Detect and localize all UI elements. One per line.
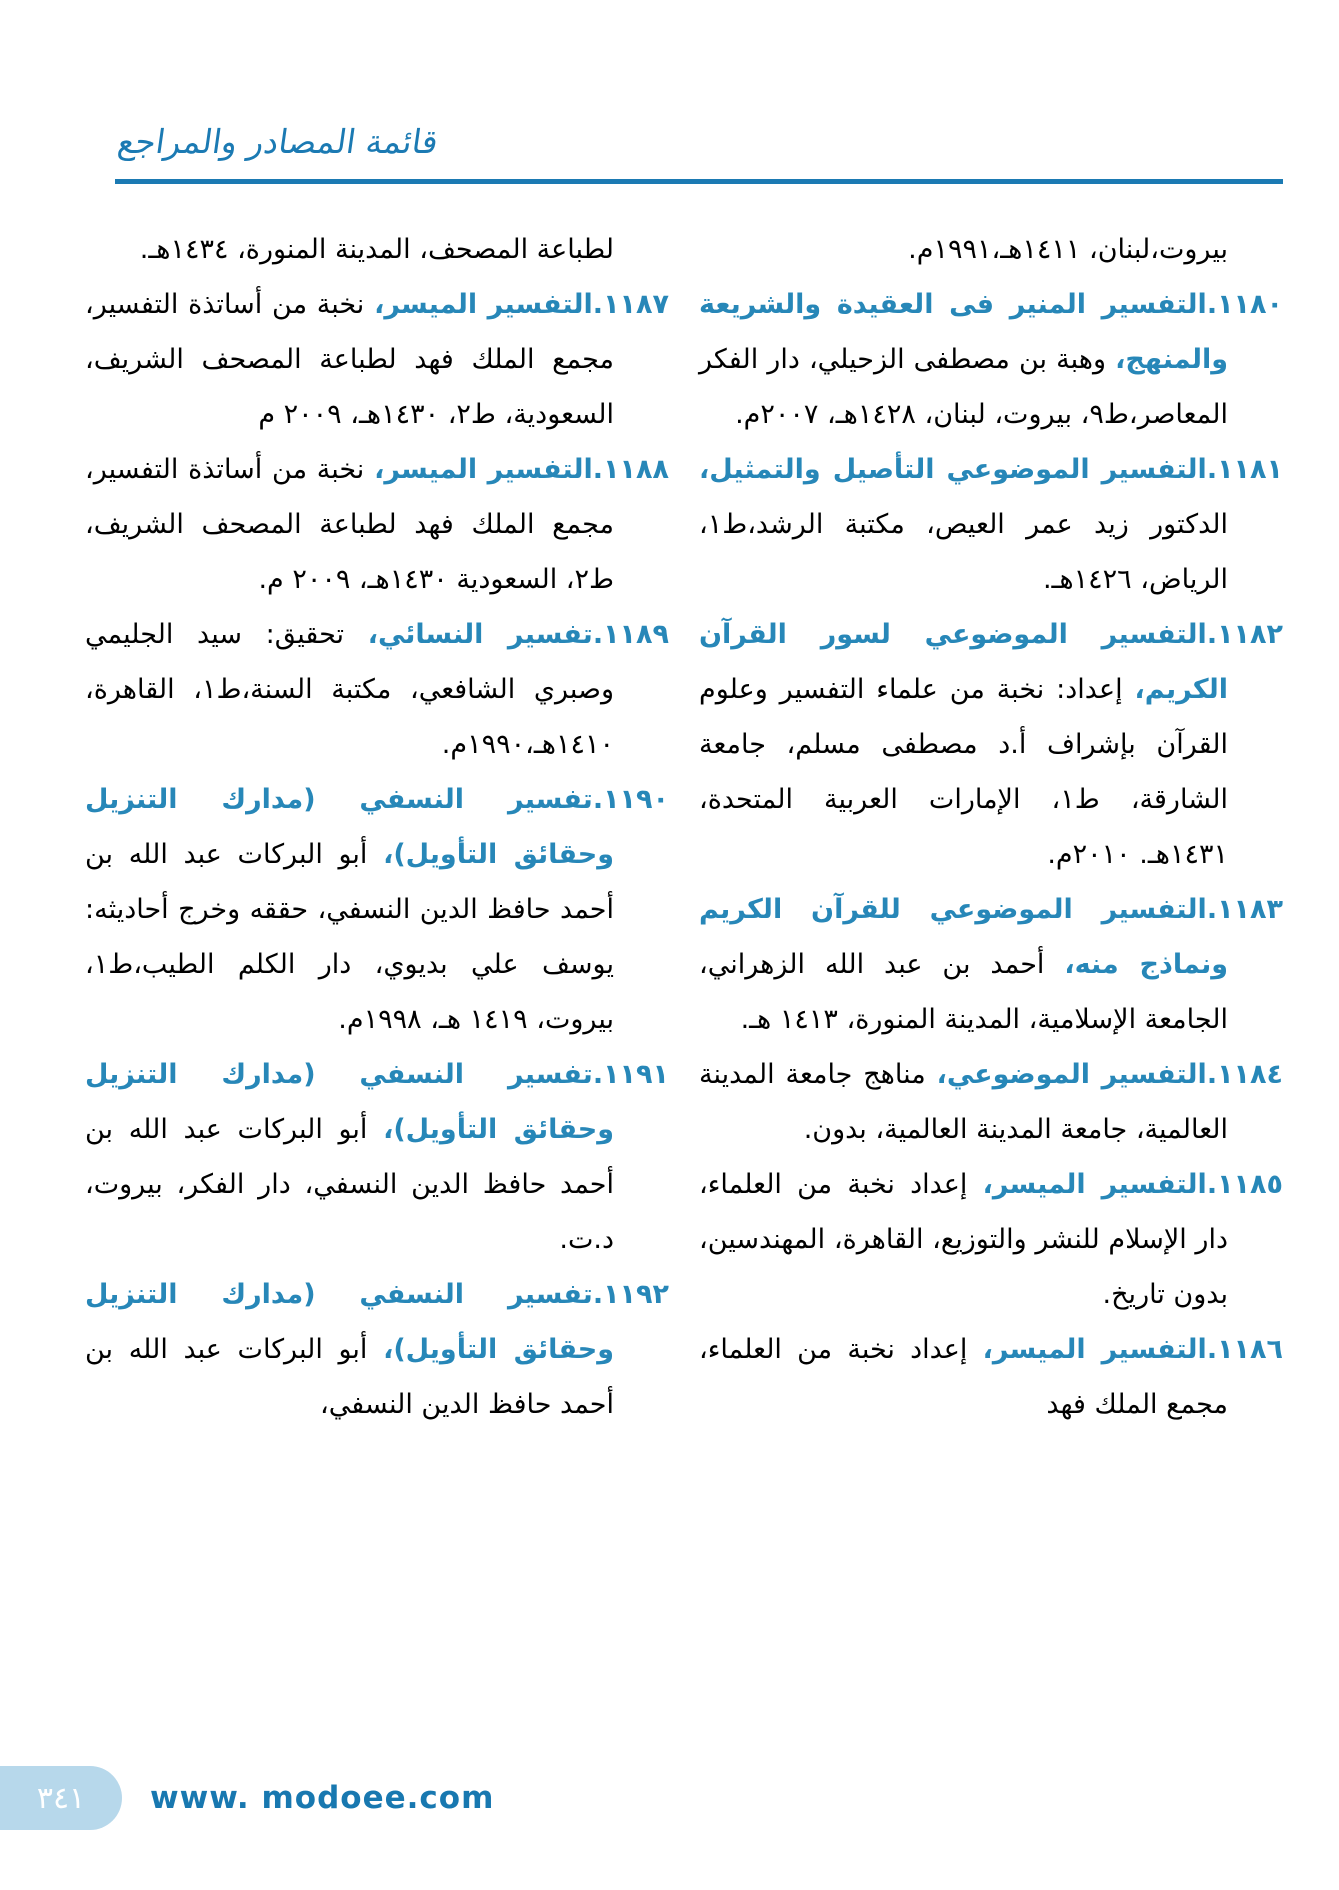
entry-number: ١١٨٠. — [1206, 289, 1283, 320]
entry-text: إعداد نخبة من العلماء، مجمع الملك فهد — [699, 1334, 1228, 1420]
entry-title: التفسير الموضوعي لسور القرآن الكريم، — [699, 619, 1228, 705]
entry-title: تفسير النسفي (مدارك التنزيل وحقائق التأويل)، — [85, 1059, 614, 1145]
bib-entry — [699, 1322, 1283, 1432]
entry-number: ١١٨١. — [1206, 454, 1283, 485]
entry-number: ١١٨٢. — [1206, 619, 1283, 650]
entry-text: لطباعة المصحف، المدينة المنورة، ١٤٣٤هـ. — [139, 234, 614, 265]
bib-entry — [85, 607, 669, 772]
entry-number: ١١٨٣. — [1206, 894, 1283, 925]
entry-number: ١١٩٠. — [592, 784, 669, 815]
entry-title: التفسير الميسر، — [374, 454, 593, 485]
bib-entry — [85, 772, 669, 1047]
entry-title: التفسير الموضوعي، — [936, 1059, 1207, 1090]
entry-number: ١١٨٦. — [1206, 1334, 1283, 1365]
entry-text: نخبة من أساتذة التفسير، مجمع الملك فهد لطباعة المصحف الشريف، السعودية، ط٢، ١٤٣٠هـ، ٢٠٠٩ م — [85, 289, 614, 430]
entry-text: مناهج جامعة المدينة العالمية، جامعة المدينة العالمية، بدون. — [699, 1059, 1228, 1145]
entry-title: التفسير الموضوعي التأصيل والتمثيل، — [699, 454, 1207, 485]
column-left — [85, 222, 669, 1432]
entry-title: التفسير المنير فى العقيدة والشريعة والمنهج، — [699, 289, 1228, 375]
entry-text: أبو البركات عبد الله بن أحمد حافظ الدين النسفي، — [85, 1334, 614, 1420]
bib-entry — [699, 607, 1283, 882]
bib-entry — [85, 222, 669, 277]
entry-number: ١١٨٥. — [1206, 1169, 1283, 1200]
entry-number: ١١٩٢. — [592, 1279, 669, 1310]
entry-title: التفسير الموضوعي للقرآن الكريم ونماذج منه، — [699, 894, 1228, 980]
bib-entry — [85, 1267, 669, 1432]
entry-number: ١١٨٧. — [592, 289, 669, 320]
entry-title: التفسير الميسر، — [374, 289, 593, 320]
page-number-badge — [0, 1766, 122, 1830]
bib-entry — [699, 1157, 1283, 1322]
entry-text: إعداد: نخبة من علماء التفسير وعلوم القرآن بإشراف أ.د مصطفى مسلم، جامعة الشارقة، ط١، الإمارات العربية المتحدة، ١٤٣١هـ. ٢٠١٠م. — [699, 674, 1228, 870]
entry-title: التفسير الميسر، — [982, 1334, 1207, 1365]
entry-text: نخبة من أساتذة التفسير، مجمع الملك فهد لطباعة المصحف الشريف، ط٢، السعودية ١٤٣٠هـ، ٢٠٠٩ م. — [85, 454, 614, 595]
entry-title: التفسير الميسر، — [982, 1169, 1207, 1200]
header-rule — [115, 179, 1283, 184]
page-number: ٣٤١ — [36, 1780, 86, 1816]
entry-number: ١١٨٩. — [592, 619, 669, 650]
entry-text: تحقيق: سيد الجليمي وصبري الشافعي، مكتبة السنة،ط١، القاهرة، ١٤١٠هـ،١٩٩٠م. — [85, 619, 614, 760]
entry-title: تفسير النسفي (مدارك التنزيل وحقائق التأويل)، — [85, 784, 614, 870]
bib-entry — [699, 1047, 1283, 1157]
website-url: www. modoee.com — [150, 1780, 495, 1816]
bib-entry — [699, 222, 1283, 277]
bib-entry — [699, 277, 1283, 442]
entry-text: أبو البركات عبد الله بن أحمد حافظ الدين النسفي، حققه وخرج أحاديثه: يوسف علي بديوي، دار الكلم الطيب،ط١، بيروت، ١٤١٩ هـ، ١٩٩٨م. — [85, 839, 614, 1035]
entry-text: أبو البركات عبد الله بن أحمد حافظ الدين النسفي، دار الفكر، بيروت، د.ت. — [85, 1114, 614, 1255]
entry-title: تفسير النسفي (مدارك التنزيل وحقائق التأويل)، — [85, 1279, 614, 1365]
entry-number: ١١٨٨. — [592, 454, 669, 485]
entry-text: إعداد نخبة من العلماء، دار الإسلام للنشر والتوزيع، القاهرة، المهندسين، بدون تاريخ. — [699, 1169, 1228, 1310]
entry-text: بيروت،لبنان، ١٤١١هـ،١٩٩١م. — [908, 234, 1228, 265]
bib-entry — [699, 442, 1283, 607]
entry-number: ١١٩١. — [592, 1059, 669, 1090]
entry-number: ١١٨٤. — [1206, 1059, 1283, 1090]
bib-entry — [85, 442, 669, 607]
entry-text: أحمد بن عبد الله الزهراني، الجامعة الإسلامية، المدينة المنورة، ١٤١٣ هـ. — [699, 949, 1228, 1035]
column-right — [699, 222, 1283, 1432]
bib-entry — [699, 882, 1283, 1047]
page-header-title: قائمة المصادر والمراجع — [115, 122, 441, 161]
bibliography-columns — [85, 222, 1283, 1432]
bib-entry — [85, 277, 669, 442]
entry-text: الدكتور زيد عمر العيص، مكتبة الرشد،ط١، الرياض، ١٤٢٦هـ. — [699, 509, 1228, 595]
entry-title: تفسير النسائي، — [367, 619, 593, 650]
bib-entry — [85, 1047, 669, 1267]
entry-text: وهبة بن مصطفى الزحيلي، دار الفكر المعاصر،ط٩، بيروت، لبنان، ١٤٢٨هـ، ٢٠٠٧م. — [699, 344, 1228, 430]
